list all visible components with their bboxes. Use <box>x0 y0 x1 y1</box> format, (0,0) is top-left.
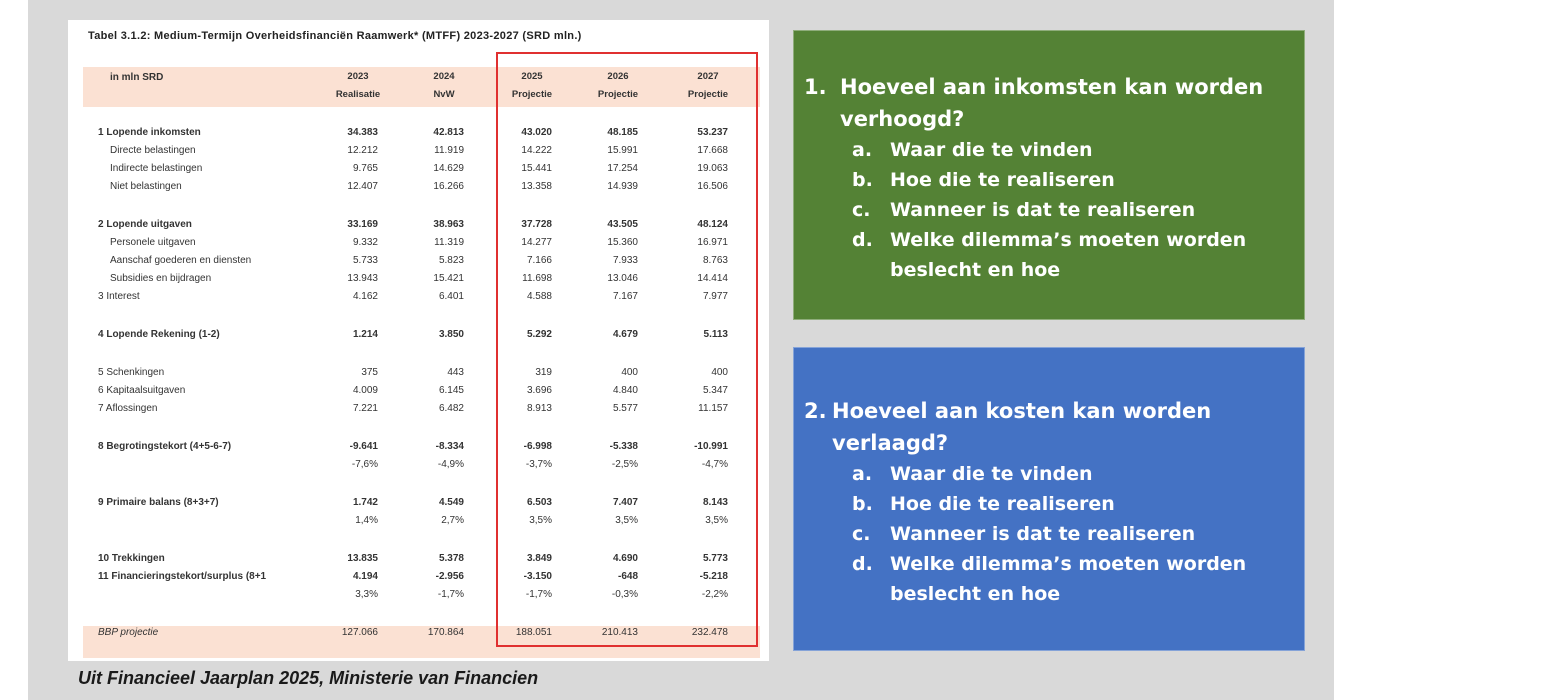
row-value-2023: 5.733 <box>352 255 378 266</box>
row-label: 2 Lopende uitgaven <box>98 219 192 230</box>
row-value-2026: -648 <box>617 571 638 582</box>
row-value-2023: 7.221 <box>352 403 378 414</box>
question-box-revenue <box>793 30 1305 320</box>
row-value-2023: 9.765 <box>352 163 378 174</box>
row-value-2023: 9.332 <box>352 237 378 248</box>
row-value-2025: 5.292 <box>526 329 552 340</box>
row-value-2026: -5.338 <box>609 441 638 452</box>
col-year-2023: 2023 <box>347 71 369 82</box>
row-label: 1 Lopende inkomsten <box>98 127 201 138</box>
row-value-2023: 4.194 <box>352 571 378 582</box>
row-value-2025: 3,5% <box>529 515 552 526</box>
sub-letter: d. <box>852 229 873 251</box>
row-value-2026: 4.679 <box>612 329 638 340</box>
row-value-2023: 375 <box>361 367 378 378</box>
row-value-2023: 33.169 <box>347 219 378 230</box>
row-label: Personele uitgaven <box>110 237 196 248</box>
row-value-2023: 4.009 <box>352 385 378 396</box>
row-value-2027: 400 <box>711 367 728 378</box>
row-value-2027: 5.347 <box>702 385 728 396</box>
col-year-2026: 2026 <box>607 71 629 82</box>
row-value-2025: 11.698 <box>522 273 552 284</box>
row-value-2024: 4.549 <box>438 497 464 508</box>
row-label: 10 Trekkingen <box>98 553 165 564</box>
question-box-costs <box>793 347 1305 651</box>
sub-text: Wanneer is dat te realiseren <box>890 523 1196 545</box>
sub-letter: b. <box>852 169 873 191</box>
sub-text: Waar die te vinden <box>890 463 1093 485</box>
row-label: 6 Kapitaalsuitgaven <box>98 385 186 396</box>
row-value-2027: 8.763 <box>702 255 728 266</box>
question-2-sub-a <box>852 459 1093 489</box>
row-value-2026: 400 <box>621 367 638 378</box>
row-value-2024: 6.401 <box>438 291 464 302</box>
sub-text: Wanneer is dat te realiseren <box>890 199 1196 221</box>
row-label: Aanschaf goederen en diensten <box>110 255 252 266</box>
sub-text: Welke dilemma’s moeten worden <box>890 553 1247 575</box>
col-type-2025: Projectie <box>511 89 553 100</box>
question-1-line-1: Hoeveel aan inkomsten kan worden <box>840 75 1264 99</box>
row-value-2023: 1.742 <box>352 497 378 508</box>
row-label: Subsidies en bijdragen <box>110 273 212 284</box>
row-value-2024: 3.850 <box>438 329 464 340</box>
sub-text: Hoe die te realiseren <box>890 493 1115 515</box>
row-value-2027: -10.991 <box>694 441 728 452</box>
row-label: Niet belastingen <box>110 181 182 192</box>
row-value-2026: 14.939 <box>607 181 638 192</box>
row-value-2024: 5.823 <box>438 255 464 266</box>
question-2-sub-b <box>852 489 1115 519</box>
row-value-2025: 7.166 <box>526 255 552 266</box>
row-value-2027: 16.506 <box>697 181 728 192</box>
sub-letter: c. <box>852 199 871 221</box>
row-label: Directe belastingen <box>110 145 196 156</box>
row-value-2026: 13.046 <box>607 273 638 284</box>
row-value-2023: 12.212 <box>347 145 378 156</box>
row-value-2026: 7.933 <box>612 255 638 266</box>
row-value-2025: 43.020 <box>521 127 552 138</box>
sub-letter: d. <box>852 553 873 575</box>
row-value-2024: 38.963 <box>433 219 464 230</box>
question-1-sub-b <box>852 165 1115 195</box>
row-label: 8 Begrotingstekort (4+5-6-7) <box>98 441 232 452</box>
row-value-2025: -3.150 <box>523 571 552 582</box>
row-value-2027: 48.124 <box>697 219 728 230</box>
question-2-sub-d <box>852 549 1246 579</box>
row-value-2024: 443 <box>447 367 464 378</box>
row-value-2027: -5.218 <box>699 571 728 582</box>
col-type-2023: Realisatie <box>335 89 381 100</box>
row-value-2025: 37.728 <box>521 219 552 230</box>
col-type-2027: Projectie <box>687 89 729 100</box>
row-value-2026: 3,5% <box>615 515 638 526</box>
row-value-2025: -6.998 <box>523 441 552 452</box>
col-year-2024: 2024 <box>433 71 455 82</box>
row-value-2026: 7.167 <box>612 291 638 302</box>
row-value-2027: 5.113 <box>703 329 728 340</box>
row-value-2026: 43.505 <box>607 219 638 230</box>
row-value-2027: 14.414 <box>697 273 728 284</box>
row-value-2024: 5.378 <box>438 553 464 564</box>
row-label: 7 Aflossingen <box>98 403 158 414</box>
sub-text: Hoe die te realiseren <box>890 169 1115 191</box>
question-1-title <box>804 71 1284 141</box>
row-value-2024: -8.334 <box>435 441 464 452</box>
row-value-2027: 17.668 <box>697 145 728 156</box>
row-value-2025: 13.358 <box>521 181 552 192</box>
question-1-sub-d-cont: beslecht en hoe <box>890 259 1061 281</box>
question-2-line-1: Hoeveel aan kosten kan worden <box>832 399 1212 423</box>
row-value-2027: 232.478 <box>691 627 728 638</box>
sub-letter: b. <box>852 493 873 515</box>
sub-letter: c. <box>852 523 871 545</box>
row-value-2023: 13.835 <box>347 553 378 564</box>
row-value-2026: 4.840 <box>612 385 638 396</box>
question-2-sub-d-cont: beslecht en hoe <box>890 583 1061 605</box>
row-value-2023: 4.162 <box>352 291 378 302</box>
row-value-2024: 11.319 <box>434 237 464 248</box>
question-2-line-2: verlaagd? <box>832 431 949 455</box>
row-value-2027: 7.977 <box>702 291 728 302</box>
row-value-2027: -4,7% <box>701 459 728 470</box>
question-1-number: 1. <box>804 75 827 99</box>
row-value-2026: 210.413 <box>601 627 638 638</box>
row-value-2025: 6.503 <box>526 497 552 508</box>
row-label: 3 Interest <box>98 291 140 302</box>
row-label: 4 Lopende Rekening (1-2) <box>98 329 220 340</box>
row-value-2026: 5.577 <box>612 403 638 414</box>
row-value-2026: 15.991 <box>607 145 638 156</box>
table-title: Tabel 3.1.2: Medium-Termijn Overheidsfinanciën Raamwerk* (MTFF) 2023-2027 (SRD mln.) <box>88 30 582 42</box>
sub-letter: a. <box>852 139 873 161</box>
row-value-2025: 3.696 <box>526 385 552 396</box>
row-value-2023: 1,4% <box>355 515 378 526</box>
row-value-2025: -1,7% <box>525 589 552 600</box>
row-value-2024: 11.919 <box>434 145 464 156</box>
row-value-2027: 3,5% <box>705 515 728 526</box>
row-value-2026: 48.185 <box>607 127 638 138</box>
row-value-2023: 13.943 <box>347 273 378 284</box>
row-value-2024: -1,7% <box>437 589 464 600</box>
projection-highlight-box <box>496 52 758 647</box>
question-1-line-2: verhoogd? <box>840 107 965 131</box>
row-value-2024: 6.482 <box>438 403 464 414</box>
col-type-2026: Projectie <box>597 89 639 100</box>
row-label: BBP projectie <box>98 627 159 638</box>
row-value-2024: 42.813 <box>433 127 464 138</box>
row-value-2024: -4,9% <box>437 459 464 470</box>
row-value-2024: 14.629 <box>433 163 464 174</box>
row-label: 9 Primaire balans (8+3+7) <box>98 497 219 508</box>
source-caption: Uit Financieel Jaarplan 2025, Ministerie van Financien <box>78 668 539 688</box>
question-1-sub-d <box>852 225 1246 255</box>
row-value-2026: 17.254 <box>607 163 638 174</box>
row-value-2025: 15.441 <box>521 163 552 174</box>
row-value-2023: 127.066 <box>341 627 378 638</box>
row-value-2027: 16.971 <box>697 237 728 248</box>
row-value-2023: 1.214 <box>352 329 378 340</box>
row-value-2025: 319 <box>535 367 552 378</box>
row-value-2023: 3,3% <box>355 589 378 600</box>
row-value-2025: 4.588 <box>526 291 552 302</box>
row-value-2027: 11.157 <box>698 403 728 414</box>
row-label: 5 Schenkingen <box>98 367 165 378</box>
row-value-2023: 34.383 <box>347 127 378 138</box>
row-value-2024: 16.266 <box>433 181 464 192</box>
row-value-2024: 2,7% <box>441 515 464 526</box>
row-value-2025: 14.277 <box>521 237 552 248</box>
col-type-2024: NvW <box>433 89 455 100</box>
row-value-2027: 5.773 <box>702 553 728 564</box>
row-value-2025: 3.849 <box>526 553 552 564</box>
row-value-2023: -9.641 <box>349 441 378 452</box>
row-value-2025: 188.051 <box>515 627 552 638</box>
row-value-2027: 19.063 <box>697 163 728 174</box>
header-label: in mln SRD <box>110 72 164 83</box>
question-1-sub-c <box>852 195 1195 225</box>
row-value-2026: 15.360 <box>607 237 638 248</box>
row-value-2023: 12.407 <box>347 181 378 192</box>
row-value-2024: 6.145 <box>438 385 464 396</box>
row-value-2027: -2,2% <box>701 589 728 600</box>
row-value-2025: -3,7% <box>525 459 552 470</box>
col-year-2027: 2027 <box>697 71 719 82</box>
row-value-2024: -2.956 <box>435 571 464 582</box>
row-value-2026: 7.407 <box>612 497 638 508</box>
row-label: Indirecte belastingen <box>110 163 203 174</box>
row-value-2023: -7,6% <box>351 459 378 470</box>
question-2-sub-c <box>852 519 1195 549</box>
row-value-2026: 4.690 <box>612 553 638 564</box>
row-value-2026: -0,3% <box>611 589 638 600</box>
row-value-2024: 15.421 <box>433 273 464 284</box>
row-value-2025: 8.913 <box>526 403 552 414</box>
question-2-number: 2. <box>804 399 827 423</box>
question-2-title <box>804 395 1284 465</box>
question-1-sub-a <box>852 135 1093 165</box>
row-value-2027: 53.237 <box>697 127 728 138</box>
row-value-2027: 8.143 <box>702 497 728 508</box>
col-year-2025: 2025 <box>521 71 543 82</box>
sub-text: Welke dilemma’s moeten worden <box>890 229 1247 251</box>
sub-text: Waar die te vinden <box>890 139 1093 161</box>
row-value-2024: 170.864 <box>427 627 464 638</box>
sub-letter: a. <box>852 463 873 485</box>
row-value-2026: -2,5% <box>611 459 638 470</box>
mtff-table-image <box>68 20 769 661</box>
row-value-2025: 14.222 <box>521 145 552 156</box>
row-label: 11 Financieringstekort/surplus (8+1 <box>98 571 267 582</box>
